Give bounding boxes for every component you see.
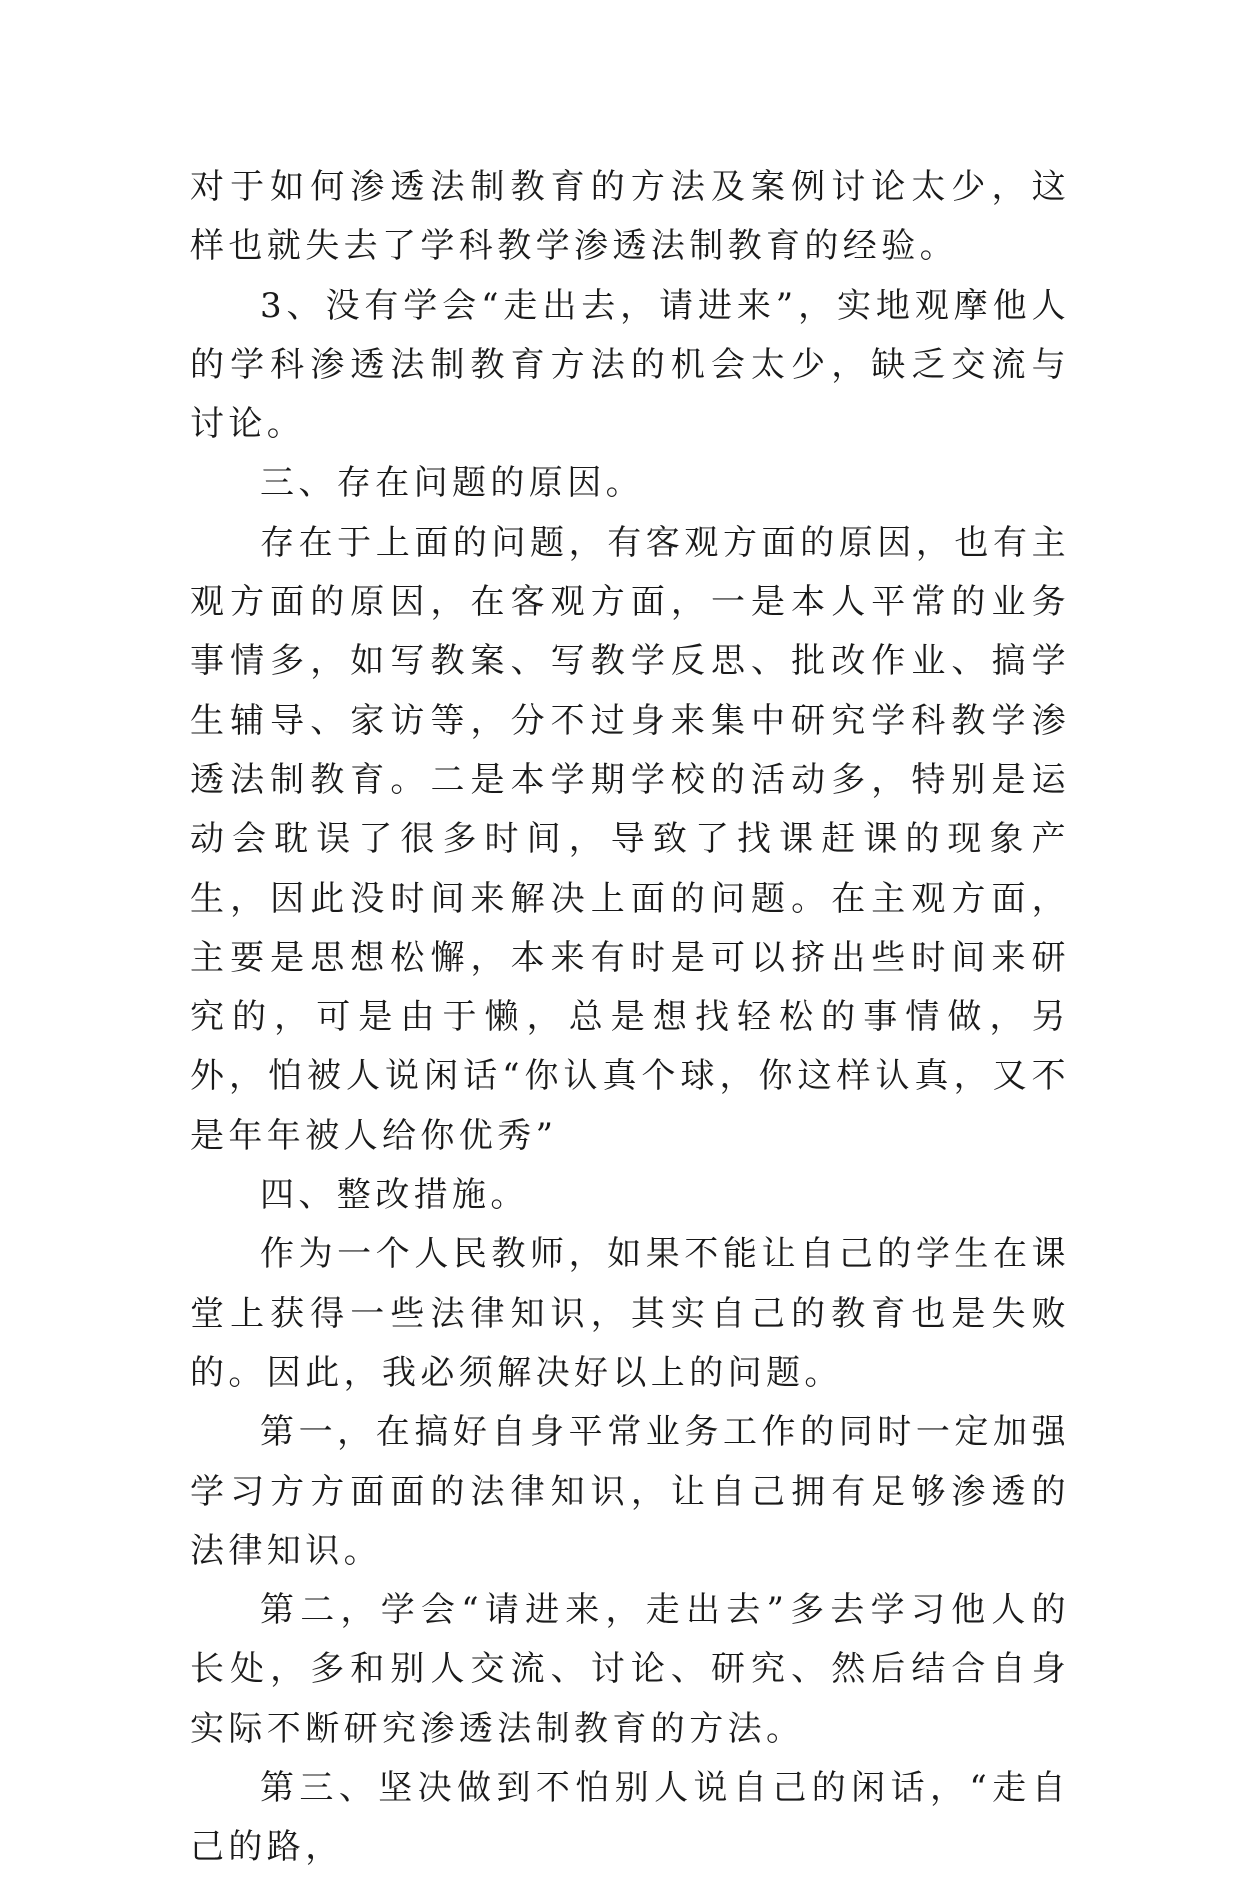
paragraph-causes: 存在于上面的问题，有客观方面的原因，也有主观方面的原因，在客观方面，一是本人平常的业务事情多，如写教案、写教学反思、批改作业、搞学生辅导、家访等，分不过身来集中研究学科教学渗透法制教育。二是本学期学校的活动多，特别是运动会耽误了很多时间，导致了找课赶课的现象产生，因此没时间来解决上面的问题。在主观方面，主要是思想松懈，本来有时是可以挤出些时间来研究的，可是由于懒，总是想找轻松的事情做，另外，怕被人说闲话“你认真个球，你这样认真，又不是年年被人给你优秀” [190, 522, 1070, 1156]
paragraph-point-3: 3、没有学会“走出去，请进来”，实地观摩他人的学科渗透法制教育方法的机会太少，缺乏交流与讨论。 [190, 285, 1070, 445]
paragraph-measure-2: 第二，学会“请进来，走出去”多去学习他人的长处，多和别人交流、讨论、研究、然后结合自身实际不断研究渗透法制教育的方法。 [190, 1590, 1070, 1749]
paragraph-continuation: 对于如何渗透法制教育的方法及案例讨论太少，这样也就失去了学科教学渗透法制教育的经验。 [190, 167, 1070, 267]
paragraph-measure-3: 第三、坚决做到不怕别人说自己的闲话，“走自己的路， [190, 1768, 1070, 1868]
paragraph-measures-intro: 作为一个人民教师，如果不能让自己的学生在课堂上获得一些法律知识，其实自己的教育也是失败的。因此，我必须解决好以上的问题。 [190, 1234, 1070, 1393]
section-heading-causes: 三、存在问题的原因。 [260, 463, 644, 504]
section-heading-measures: 四、整改措施。 [260, 1175, 529, 1216]
paragraph-measure-1: 第一，在搞好自身平常业务工作的同时一定加强学习方方面面的法律知识，让自己拥有足够渗透的法律知识。 [190, 1412, 1070, 1571]
document-body [190, 158, 1070, 1878]
